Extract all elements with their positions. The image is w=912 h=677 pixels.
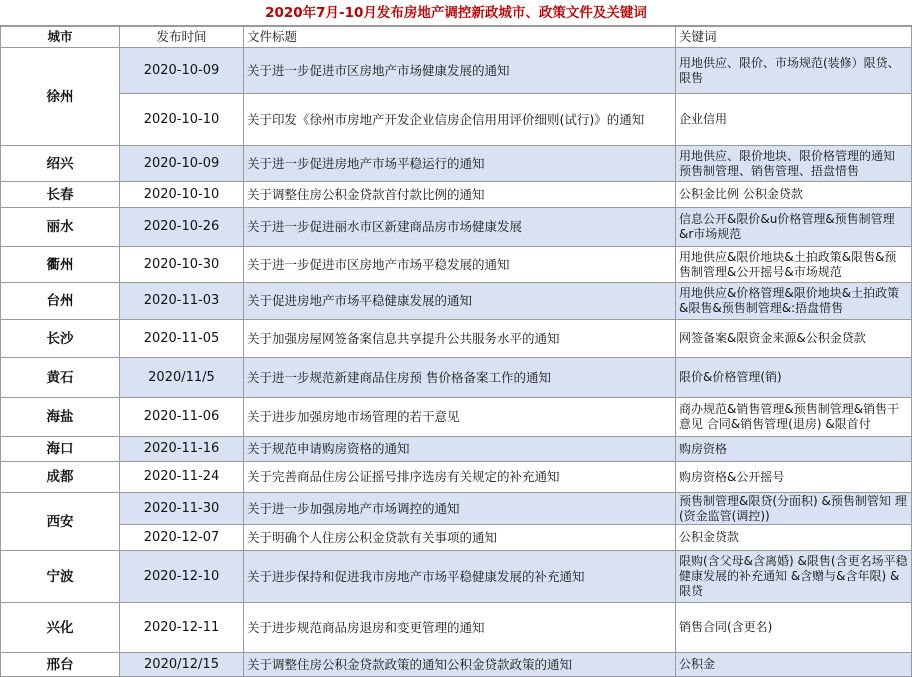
city-cell: 徐州 — [1, 48, 120, 146]
city-cell: 西安 — [1, 493, 120, 551]
keyword-cell: 公积金 — [676, 653, 912, 677]
table-row — [1, 398, 912, 437]
header-row — [1, 27, 912, 48]
date-cell: 2020-11-03 — [120, 283, 244, 320]
keyword-cell: 用地供应、限价、市场规范(装修）限贷、限售 — [676, 48, 912, 94]
keyword-cell: 公积金贷款 — [676, 525, 912, 551]
date-cell: 2020-12-07 — [120, 525, 244, 551]
doc-cell: 关于进一步促进市区房地产市场健康发展的通知 — [244, 48, 676, 94]
date-cell: 2020-12-11 — [120, 603, 244, 653]
date-cell: 2020-10-09 — [120, 146, 244, 182]
doc-cell: 关于进步规范商品房退房和变更管理的通知 — [244, 603, 676, 653]
table-row — [1, 551, 912, 603]
table-row — [1, 320, 912, 358]
date-cell: 2020-10-10 — [120, 182, 244, 208]
city-cell: 海口 — [1, 437, 120, 462]
sheet-title: 2020年7月-10月发布房地产调控新政城市、政策文件及关键词 — [0, 0, 912, 26]
keyword-cell: 限价&价格管理(销) — [676, 358, 912, 398]
doc-cell: 关于进步保持和促进我市房地产市场平稳健康发展的补充通知 — [244, 551, 676, 603]
keyword-cell: 信息公开&限价&u价格管理&预售制管理&r市场规范 — [676, 208, 912, 247]
table-row — [1, 653, 912, 677]
header-city: 城市 — [1, 27, 120, 48]
city-cell: 成都 — [1, 462, 120, 493]
city-cell: 丽水 — [1, 208, 120, 247]
doc-cell: 关于进一步规范新建商品住房预 售价格备案工作的通知 — [244, 358, 676, 398]
table-row — [1, 283, 912, 320]
doc-cell: 关于印发《徐州市房地产开发企业信房企信用用评价细则(试行)》的通知 — [244, 94, 676, 146]
city-cell: 台州 — [1, 283, 120, 320]
keyword-cell: 限购(含父母&含离婚) &限售(含更名场平稳健康发展的补充通知 &含赠与&含年限) &限贷 — [676, 551, 912, 603]
table-row — [1, 525, 912, 551]
date-cell: 2020-10-30 — [120, 247, 244, 283]
keyword-cell: 购房资格 — [676, 437, 912, 462]
table-row — [1, 437, 912, 462]
date-cell: 2020-10-26 — [120, 208, 244, 247]
keyword-cell: 用地供应&限价地块&土拍政策&限售&预售制管理&公开摇号&市场规范 — [676, 247, 912, 283]
date-cell: 2020-10-10 — [120, 94, 244, 146]
city-cell: 黄石 — [1, 358, 120, 398]
doc-cell: 关于进步加强房地市场管理的若干意见 — [244, 398, 676, 437]
keyword-cell: 预售制管理&限贷(分面积) &预售制管知 理(资金监管(调控)) — [676, 493, 912, 525]
table-row — [1, 462, 912, 493]
keyword-cell: 销售合同(含更名) — [676, 603, 912, 653]
keyword-cell: 网签备案&限资金来源&公积金贷款 — [676, 320, 912, 358]
doc-cell: 关于促进房地产市场平稳健康发展的通知 — [244, 283, 676, 320]
table-row — [1, 146, 912, 182]
keyword-cell: 购房资格&公开摇号 — [676, 462, 912, 493]
city-cell: 长沙 — [1, 320, 120, 358]
city-cell: 衢州 — [1, 247, 120, 283]
date-cell: 2020-10-09 — [120, 48, 244, 94]
date-cell: 2020/12/15 — [120, 653, 244, 677]
date-cell: 2020-11-16 — [120, 437, 244, 462]
date-cell: 2020-11-30 — [120, 493, 244, 525]
table-row — [1, 358, 912, 398]
keyword-cell: 用地供应&价格管理&限价地块&土拍政策&限售&预售制管理&:捂盘惜售 — [676, 283, 912, 320]
city-cell: 宁波 — [1, 551, 120, 603]
date-cell: 2020-12-10 — [120, 551, 244, 603]
date-cell: 2020/11/5 — [120, 358, 244, 398]
table-row — [1, 182, 912, 208]
policy-table — [0, 26, 912, 677]
keyword-cell: 企业信用 — [676, 94, 912, 146]
city-cell: 邢台 — [1, 653, 120, 677]
doc-cell: 关于进一步促进市区房地产市场平稳发展的通知 — [244, 247, 676, 283]
header-date: 发布时间 — [120, 27, 244, 48]
doc-cell: 关于调整住房公积金贷款政策的通知公积金贷款政策的通知 — [244, 653, 676, 677]
city-cell: 绍兴 — [1, 146, 120, 182]
doc-cell: 关于规范申请购房资格的通知 — [244, 437, 676, 462]
doc-cell: 关于完善商品住房公证摇号排序选房有关规定的补充通知 — [244, 462, 676, 493]
keyword-cell: 公积金比例 公积金贷款 — [676, 182, 912, 208]
table-row — [1, 493, 912, 525]
doc-cell: 关于进一步促进房地产市场平稳运行的通知 — [244, 146, 676, 182]
date-cell: 2020-11-24 — [120, 462, 244, 493]
header-doc: 文件标题 — [244, 27, 676, 48]
city-cell: 兴化 — [1, 603, 120, 653]
table-row — [1, 603, 912, 653]
doc-cell: 关于调整住房公积金贷款首付款比例的通知 — [244, 182, 676, 208]
doc-cell: 关于明确个人住房公积金贷款有关事项的通知 — [244, 525, 676, 551]
doc-cell: 关于进一步加强房地产市场调控的通知 — [244, 493, 676, 525]
doc-cell: 关于加强房屋网签备案信息共享提升公共服务水平的通知 — [244, 320, 676, 358]
table-row — [1, 94, 912, 146]
doc-cell: 关于进一步促进丽水市区新建商品房市场健康发展 — [244, 208, 676, 247]
date-cell: 2020-11-06 — [120, 398, 244, 437]
keyword-cell: 商办规范&销售管理&预售制管理&销售干意见 合同&销售管理(退房) &限首付 — [676, 398, 912, 437]
date-cell: 2020-11-05 — [120, 320, 244, 358]
city-cell: 海盐 — [1, 398, 120, 437]
keyword-cell: 用地供应、限价地块、限价格管理的通知 预售制管理、销售管理、捂盘惜售 — [676, 146, 912, 182]
city-cell: 长春 — [1, 182, 120, 208]
header-keywords: 关键词 — [676, 27, 912, 48]
table-row — [1, 247, 912, 283]
table-row — [1, 48, 912, 94]
table-row — [1, 208, 912, 247]
